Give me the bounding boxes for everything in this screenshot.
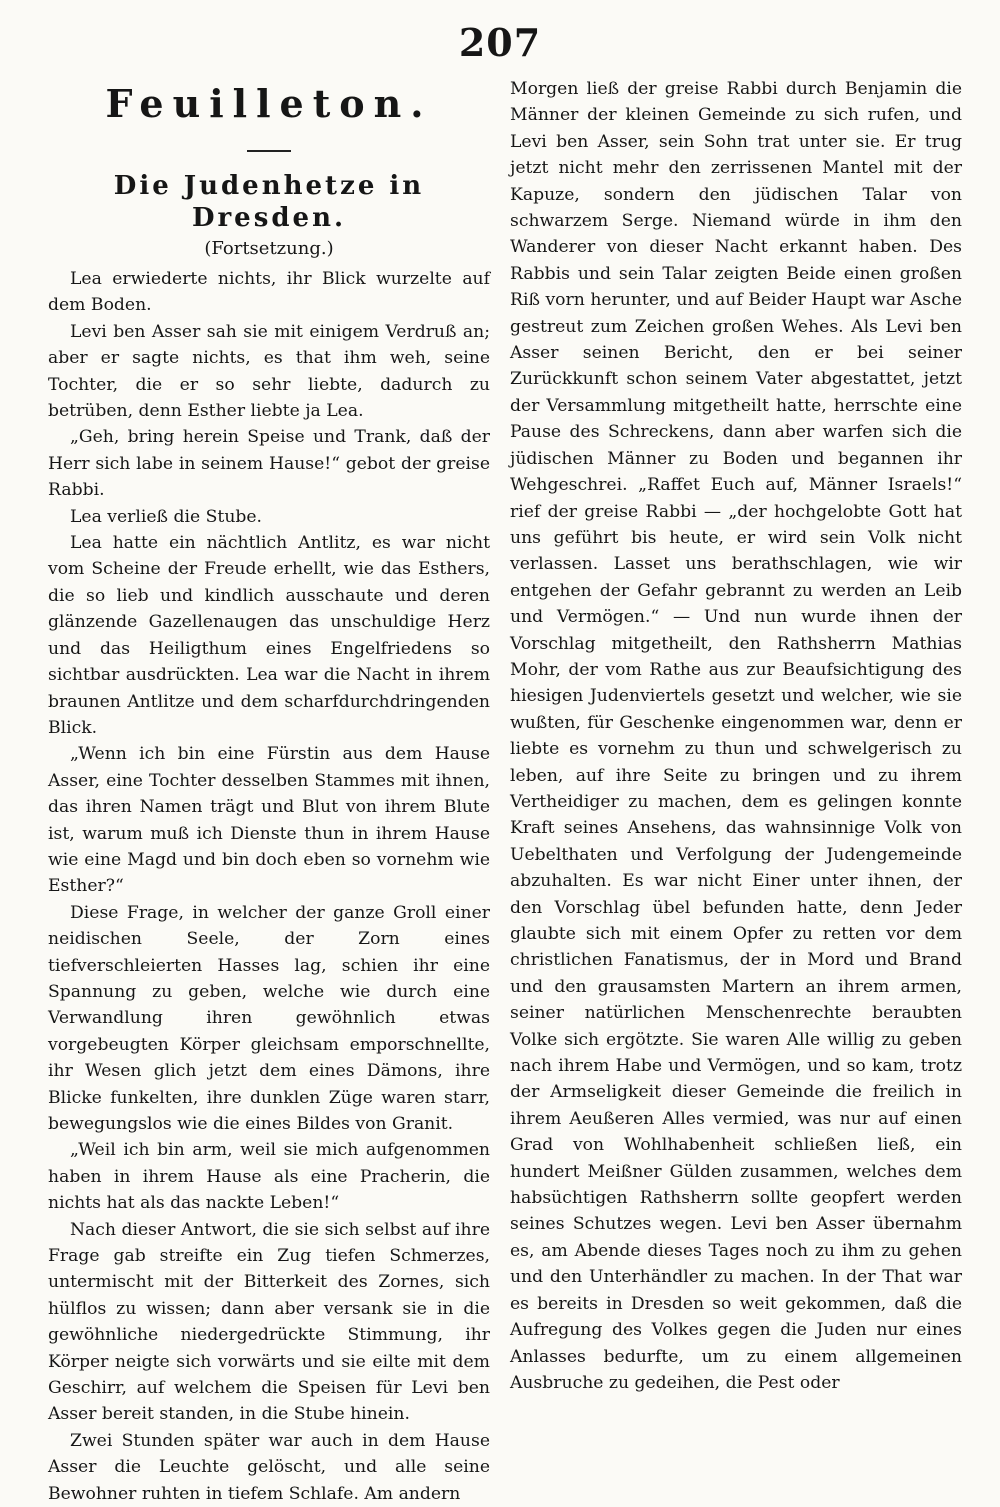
left-paragraph-5: Lea hatte ein nächtlich Antlitz, es war nicht vom Scheine der Freude erhellt, wie das Esthers, die so lieb und kindlich ausschaute und deren glänzende Gazellenaugen das unschuldige Herz und das Heiligthum eines Engelfriedens so sichtbar ausdrückten. Lea war die Nacht in ihrem braunen Antlitze und dem scharfdurchdringenden Blick.	[48, 533, 490, 738]
right-column	[510, 76, 962, 1396]
left-paragraph-1: Lea erwiederte nichts, ihr Blick wurzelte auf dem Boden.	[48, 269, 490, 316]
article-title: Die Judenhetze in Dresden.	[113, 171, 425, 233]
left-paragraph-4: Lea verließ die Stube.	[70, 506, 263, 527]
left-paragraph-3: „Geh, bring herein Speise und Trank, daß der Herr sich labe in seinem Hause!“ gebot der greise Rabbi.	[48, 427, 490, 501]
article-subtitle: (Fortsetzung.)	[204, 238, 334, 259]
left-paragraph-8: „Weil ich bin arm, weil sie mich aufgenommen haben in ihrem Hause als eine Pracherin, die nichts hat als das nackte Leben!“	[48, 1140, 490, 1214]
left-paragraph-7: Diese Frage, in welcher der ganze Groll einer neidischen Seele, der Zorn eines tiefverschleierten Hasses lag, schien ihr eine Spannung zu geben, welche wie durch eine Verwandlung ihren gewöhnlich etwas vorgebeugten Körper gleichsam emporschnellte, ihr Wesen glich jetzt dem eines Dämons, ihre Blicke funkelten, ihre dunklen Züge waren starr, bewegungslos wie die eines Bildes von Granit.	[48, 902, 490, 1134]
left-paragraph-2: Levi ben Asser sah sie mit einigem Verdruß an; aber er sagte nichts, es that ihm weh, seine Tochter, die er so sehr liebte, dadurch zu betrüben, denn Esther liebte ja Lea.	[48, 321, 490, 422]
left-paragraph-6: „Wenn ich bin eine Fürstin aus dem Hause Asser, eine Tochter desselben Stammes mit ihnen, das ihren Namen trägt und Blut von ihrem Blute ist, warum muß ich Dienste thun in ihrem Hause wie eine Magd und bin doch eben so vornehm wie Esther?“	[48, 744, 490, 897]
page-number: 207	[458, 20, 542, 65]
right-paragraph-1: Morgen ließ der greise Rabbi durch Benjamin die Männer der kleinen Gemeinde zu sich rufen, und Levi ben Asser, sein Sohn trat unter sie. Er trug jetzt nicht mehr den zerrissenen Mantel mit der Kapuze, sondern den jüdischen Talar von schwarzem Serge. Niemand würde in ihm den Wanderer von dieser Nacht erkannt haben. Des Rabbis und sein Talar zeigten Beide einen großen Riß vorn herunter, und auf Beider Haupt war Asche gestreut zum Zeichen großen Wehes. Als Levi ben Asser seinen Bericht, den er bei seiner Zurückkunft schon seinem Vater abgestattet, jetzt der Versammlung mitgetheilt hatte, herrschte eine Pause des Schreckens, dann aber warfen sich die jüdischen Männer zu Boden und begannen ihr Wehgeschrei. „Raffet Euch auf, Männer Israels!“ rief der greise Rabbi — „der hochgelobte Gott hat uns geführt bis heute, er wird sein Volk nicht verlassen. Lasset uns berathschlagen, wie wir entgehen der Gefahr gebrannt zu werden an Leib und Vermögen.“ — Und nun wurde ihnen der Vorschlag mitgetheilt, den Rathsherrn Mathias Mohr, der vom Rathe aus zur Beaufsichtigung des hiesigen Judenviertels gesetzt und welcher, wie sie wußten, für Geschenke eingenommen war, denn er liebte es vornehm zu thun und schwelgerisch zu leben, auf ihre Seite zu bringen und zu ihrem Vertheidiger zu machen, dem es gelingen konnte Kraft seines Ansehens, das wahnsinnige Volk von Uebelthaten und Verfolgung der Judengemeinde abzuhalten. Es war nicht Einer unter ihnen, der den Vorschlag übel befunden hatte, denn Jeder glaubte sich mit einem Opfer zu retten vor dem christlichen Fanatismus, der in Mord und Brand und den grausamsten Martern an ihrem armen, seiner natürlichen Menschenrechte beraubten Volke sich ergötzte. Sie waren Alle willig zu geben nach ihrem Habe und Vermögen, und so kam, trotz der Armseligkeit dieser Gemeinde die freilich in ihrem Aeußeren Alles vermied, was nur auf einen Grad von Wohlhabenheit schließen ließ, ein hundert Meißner Gülden zusammen, welches dem habsüchtigen Rathsherrn sollte geopfert werden seines Schutzes wegen. Levi ben Asser übernahm es, am Abende dieses Tages noch zu ihm zu gehen und den Unterhändler zu machen. In der That war es bereits in Dresden so weit gekommen, daß die Aufregung des Volkes gegen die Juden nur eines Anlasses bedurfte, um zu einem allgemeinen Ausbruche zu gedeihen, die Pest oder	[510, 79, 962, 1393]
section-rule	[247, 150, 291, 152]
left-paragraph-10: Zwei Stunden später war auch in dem Hause Asser die Leuchte gelöscht, und alle seine Bewohner ruhten in tiefem Schlafe. Am andern	[48, 1430, 490, 1504]
left-column	[48, 78, 490, 1507]
section-title: Feuilleton.	[105, 81, 433, 126]
left-paragraph-9: Nach dieser Antwort, die sie sich selbst auf ihre Frage gab streifte ein Zug tiefen Schmerzes, untermischt mit der Bitterkeit des Zornes, sich hülflos zu wissen; dann aber versank sie in die gewöhnliche niedergedrückte Stimmung, ihr Körper neigte sich vorwärts und sie eilte mit dem Geschirr, auf welchem die Speisen für Levi ben Asser bereit standen, in die Stube hinein.	[48, 1219, 490, 1425]
